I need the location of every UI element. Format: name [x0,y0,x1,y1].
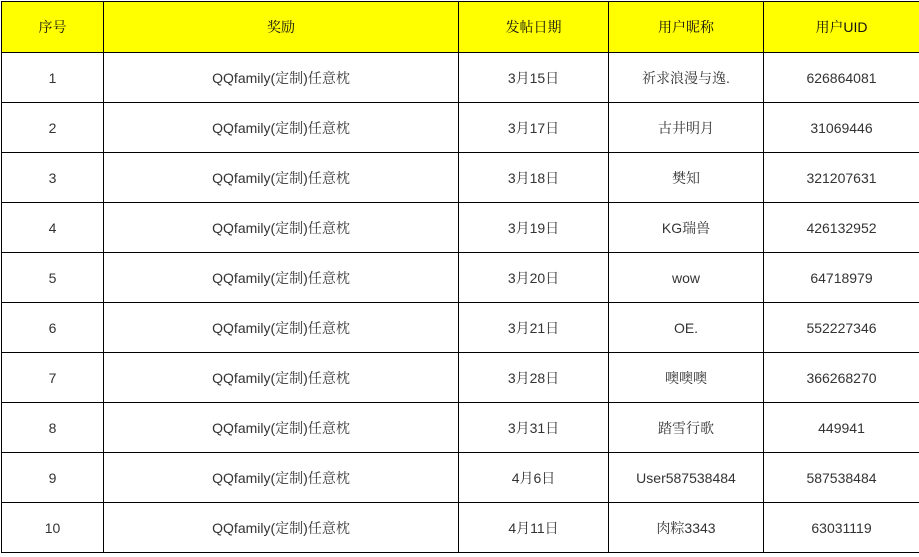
header-cell-nickname: 用户昵称 [609,2,764,53]
cell-prize: QQfamily(定制)任意枕 [104,303,459,353]
cell-prize: QQfamily(定制)任意枕 [104,453,459,503]
cell-number: 3 [2,153,104,203]
table-row [2,53,919,103]
cell-prize: QQfamily(定制)任意枕 [104,203,459,253]
table-row [2,353,919,403]
table-row [2,253,919,303]
cell-prize: QQfamily(定制)任意枕 [104,153,459,203]
cell-prize: QQfamily(定制)任意枕 [104,353,459,403]
cell-uid: 449941 [764,403,919,453]
cell-date: 3月15日 [459,53,609,103]
cell-number: 5 [2,253,104,303]
cell-nickname: KG瑞兽 [609,203,764,253]
cell-nickname: 肉粽3343 [609,503,764,553]
cell-nickname: 古井明月 [609,103,764,153]
table-row [2,453,919,503]
cell-prize: QQfamily(定制)任意枕 [104,103,459,153]
cell-date: 3月31日 [459,403,609,453]
cell-date: 3月17日 [459,103,609,153]
cell-nickname: User587538484 [609,453,764,503]
cell-number: 1 [2,53,104,103]
cell-date: 4月11日 [459,503,609,553]
header-cell-number: 序号 [2,2,104,53]
cell-uid: 31069446 [764,103,919,153]
cell-uid: 321207631 [764,153,919,203]
cell-date: 3月21日 [459,303,609,353]
cell-number: 10 [2,503,104,553]
header-cell-prize: 奖励 [104,2,459,53]
cell-date: 3月19日 [459,203,609,253]
table-row [2,203,919,253]
cell-uid: 426132952 [764,203,919,253]
cell-uid: 552227346 [764,303,919,353]
table-row [2,303,919,353]
cell-date: 3月28日 [459,353,609,403]
cell-prize: QQfamily(定制)任意枕 [104,53,459,103]
cell-uid: 587538484 [764,453,919,503]
table-header-row [2,2,919,53]
cell-date: 3月18日 [459,153,609,203]
cell-date: 3月20日 [459,253,609,303]
header-cell-uid: 用户UID [764,2,919,53]
cell-prize: QQfamily(定制)任意枕 [104,403,459,453]
cell-uid: 63031119 [764,503,919,553]
cell-number: 9 [2,453,104,503]
cell-nickname: 踏雪行歌 [609,403,764,453]
cell-number: 8 [2,403,104,453]
cell-number: 2 [2,103,104,153]
table-row [2,153,919,203]
cell-uid: 366268270 [764,353,919,403]
cell-uid: 64718979 [764,253,919,303]
cell-number: 6 [2,303,104,353]
cell-nickname: 樊知 [609,153,764,203]
cell-nickname: OE. [609,303,764,353]
prize-winners-table [1,1,919,553]
cell-nickname: 祈求浪漫与逸. [609,53,764,103]
header-cell-date: 发帖日期 [459,2,609,53]
table-row [2,503,919,553]
cell-nickname: wow [609,253,764,303]
table-row [2,103,919,153]
cell-prize: QQfamily(定制)任意枕 [104,253,459,303]
cell-date: 4月6日 [459,453,609,503]
cell-uid: 626864081 [764,53,919,103]
cell-prize: QQfamily(定制)任意枕 [104,503,459,553]
cell-nickname: 噢噢噢 [609,353,764,403]
table-row [2,403,919,453]
cell-number: 4 [2,203,104,253]
cell-number: 7 [2,353,104,403]
